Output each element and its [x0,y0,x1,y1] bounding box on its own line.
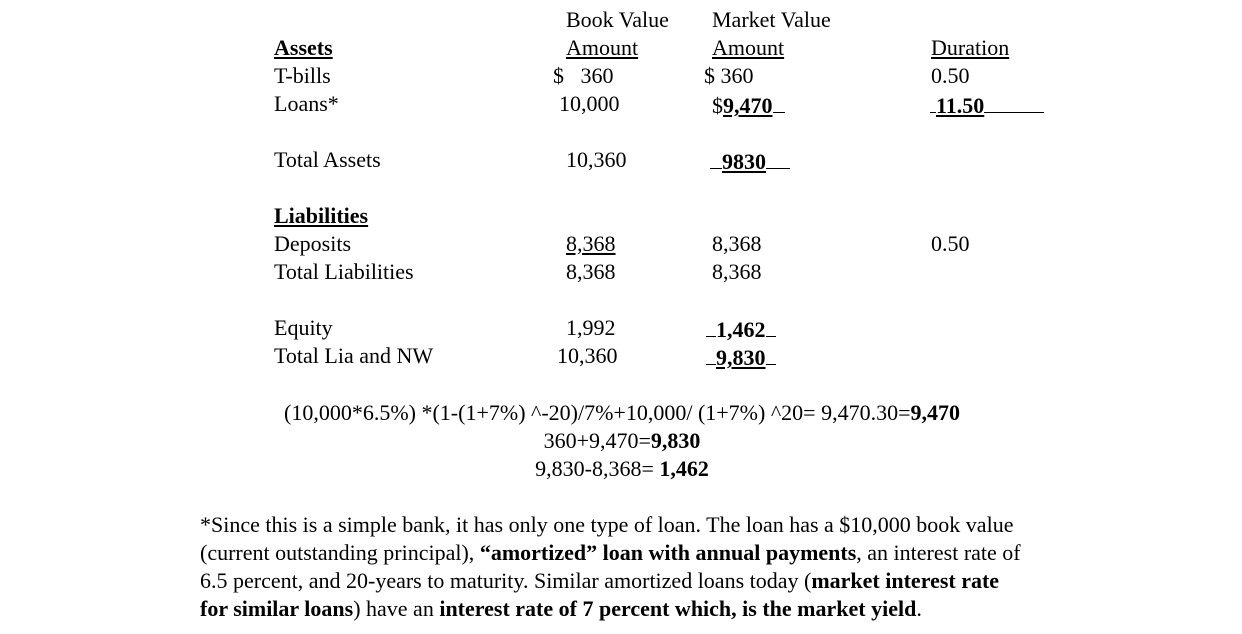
total-assets-market-cell [710,146,790,176]
note-line-4-c: interest rate of 7 percent which, is the market yield [439,596,917,621]
tbills-book-value: $ 360 [553,63,614,88]
equity-label: Equity [274,315,333,340]
deposits-market-value: 8,368 [712,231,762,256]
tbills-label: T-bills [274,63,331,88]
total-lia-nw-underline-right [766,342,776,365]
note-line-3-a: 6.5 percent, and 20-years to maturity. Similar amortized loans today ( [200,568,812,593]
loans-market-value: 9,470 [723,93,773,118]
note-line-4-a: for similar loans [200,596,354,621]
calc-line-1-result: 9,470 [910,400,960,425]
total-assets-book-value: 10,360 [566,147,627,172]
total-assets-market-value: 9830 [722,149,766,174]
deposits-label: Deposits [274,231,351,256]
equity-market-cell [706,314,776,344]
total-lia-nw-underline-left [706,342,716,365]
calc-line-2-text: 360+9,470= [543,428,651,453]
deposits-book-value: 8,368 [566,231,616,256]
equity-market-value: 1,462 [716,317,766,342]
note-line-1: *Since this is a simple bank, it has only one type of loan. The loan has a $10,000 book value [200,512,1014,537]
equity-book-value: 1,992 [566,315,616,340]
note-line-2-c: , an interest rate of [856,540,1021,565]
total-lia-nw-label: Total Lia and NW [274,343,434,368]
tbills-duration: 0.50 [931,63,970,88]
total-liabilities-label: Total Liabilities [274,259,414,284]
total-liabilities-market-value: 8,368 [712,259,762,284]
loans-market-prefix: $ [712,93,723,118]
calc-line-3-result: 1,462 [659,456,709,481]
note-line-2 [200,539,1220,567]
calculations [246,399,998,483]
header-market-value: Market Value [712,7,831,32]
loans-market-value-cell [712,90,785,120]
calc-line-2-result: 9,830 [650,428,701,453]
total-assets-underline-left [710,146,722,169]
header-duration: Duration [931,35,1010,60]
loan-footnote [200,511,1220,623]
header-book-amount: Amount [566,35,639,60]
note-line-4 [200,595,1220,623]
loans-label: Loans* [274,91,339,116]
calc-line-1 [246,399,998,427]
note-line-4-d: . [916,596,922,621]
total-lia-nw-market-cell [706,342,776,372]
loans-market-underline [773,90,785,113]
calc-line-3-text: 9,830-8,368= [535,456,660,481]
assets-title: Assets [274,35,333,60]
total-assets-label: Total Assets [274,147,381,172]
note-line-4-b: ) have an [353,596,440,621]
total-lia-nw-market-value: 9,830 [716,345,766,370]
equity-underline-left [706,314,716,337]
total-lia-nw-book-value: 10,360 [557,343,618,368]
loans-duration-cell [930,90,1044,120]
header-market-amount: Amount [712,35,785,60]
deposits-duration: 0.50 [931,231,970,256]
note-line-3-b: market interest rate [811,568,1000,593]
equity-underline-right [766,314,776,337]
note-line-2-b: “amortized” loan with annual payments [479,540,857,565]
calc-line-1-text: (10,000*6.5%) *(1-(1+7%) ^-20)/7%+10,000/ (1+7%) ^20= 9,470.30= [284,400,911,425]
header-book-value: Book Value [566,7,669,32]
note-line-3 [200,567,1220,595]
note-line-2-a: (current outstanding principal), [200,540,480,565]
loans-duration-underline-right [984,90,1044,113]
total-assets-underline-right [766,146,790,169]
liabilities-title: Liabilities [274,203,369,228]
calc-line-2 [246,427,998,455]
calc-line-3 [246,455,998,483]
loans-duration: 11.50 [936,93,985,118]
tbills-market-value: $ 360 [704,63,754,88]
total-liabilities-book-value: 8,368 [566,259,616,284]
loans-book-value: 10,000 [559,91,620,116]
